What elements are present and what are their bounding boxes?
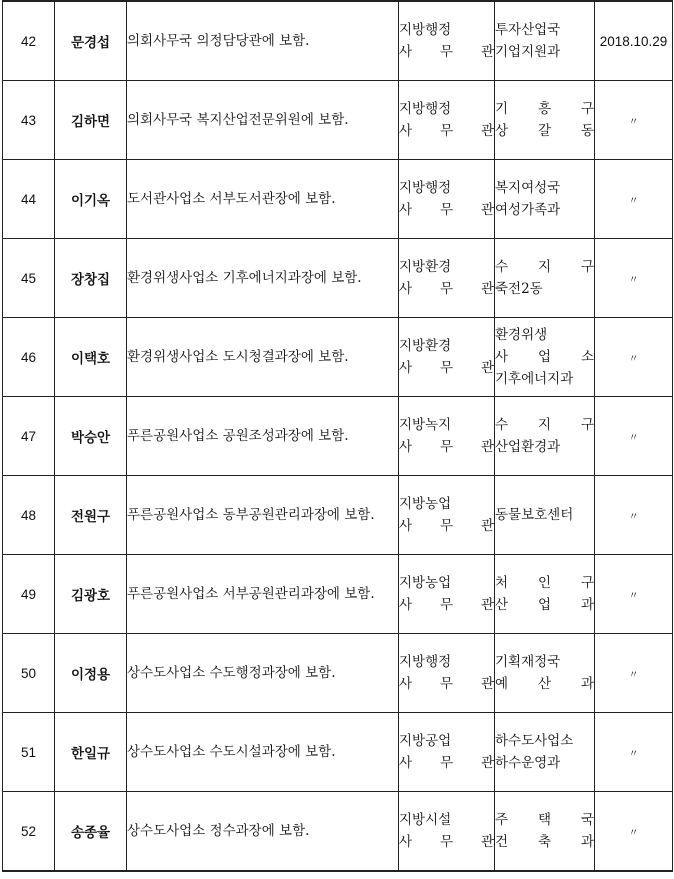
person-name: 김하면 (55, 81, 127, 160)
grade-line: 사 무 관 (399, 123, 494, 139)
previous-department-cell (495, 318, 595, 397)
person-name: 한일규 (55, 713, 127, 792)
person-name: 송종율 (55, 792, 127, 872)
previous-department-cell (495, 476, 595, 555)
grade-cell (399, 239, 495, 318)
assignment-description: 상수도사업소 정수과장에 보함. (127, 792, 399, 872)
previous-department-cell (495, 1, 595, 81)
previous-department-cell (495, 160, 595, 239)
grade-cell (399, 792, 495, 872)
grade-cell (399, 160, 495, 239)
department-line: 기획재정국 (495, 654, 561, 670)
assignment-description: 의회사무국 의정담당관에 보함. (127, 1, 399, 81)
effective-date: 〃 (595, 397, 673, 476)
department-line: 수 지 구 (495, 259, 594, 275)
previous-department-cell (495, 555, 595, 634)
assignment-description: 푸른공원사업소 동부공원관리과장에 보함. (127, 476, 399, 555)
department-line: 투자산업국 (495, 22, 561, 38)
table-row (3, 318, 673, 397)
row-number: 44 (3, 160, 55, 239)
assignment-description: 도서관사업소 서부도서관장에 보함. (127, 160, 399, 239)
effective-date: 〃 (595, 792, 673, 872)
table-row (3, 239, 673, 318)
department-line: 상 갈 동 (495, 123, 594, 139)
grade-line: 지방농업 (399, 575, 452, 591)
grade-cell (399, 713, 495, 792)
grade-line: 지방농업 (399, 496, 452, 512)
table-row (3, 792, 673, 872)
grade-line: 지방시설 (399, 812, 452, 828)
row-number: 49 (3, 555, 55, 634)
grade-cell (399, 318, 495, 397)
person-name: 박승안 (55, 397, 127, 476)
previous-department-cell (495, 634, 595, 713)
previous-department-cell (495, 792, 595, 872)
grade-line: 지방행정 (399, 180, 452, 196)
row-number: 50 (3, 634, 55, 713)
department-line: 처 인 구 (495, 575, 594, 591)
row-number: 52 (3, 792, 55, 872)
grade-line: 사 무 관 (399, 202, 494, 218)
grade-line: 사 무 관 (399, 834, 494, 850)
effective-date: 〃 (595, 160, 673, 239)
previous-department-cell (495, 239, 595, 318)
grade-line: 사 무 관 (399, 439, 494, 455)
assignment-description: 상수도사업소 수도시설과장에 보함. (127, 713, 399, 792)
previous-department-cell (495, 713, 595, 792)
row-number: 46 (3, 318, 55, 397)
grade-line: 지방녹지 (399, 417, 452, 433)
department-line: 건 축 과 (495, 834, 594, 850)
effective-date: 〃 (595, 318, 673, 397)
person-name: 이기옥 (55, 160, 127, 239)
grade-cell (399, 397, 495, 476)
assignment-description: 의회사무국 복지산업전문위원에 보함. (127, 81, 399, 160)
effective-date: 〃 (595, 476, 673, 555)
grade-line: 사 무 관 (399, 676, 494, 692)
grade-line: 지방환경 (399, 338, 452, 354)
person-name: 전원구 (55, 476, 127, 555)
grade-line: 지방행정 (399, 22, 452, 38)
table-row (3, 1, 673, 81)
appointment-table (2, 0, 673, 872)
person-name: 이택호 (55, 318, 127, 397)
table-row (3, 397, 673, 476)
row-number: 47 (3, 397, 55, 476)
previous-department-cell (495, 397, 595, 476)
row-number: 43 (3, 81, 55, 160)
grade-cell (399, 634, 495, 713)
grade-line: 사 무 관 (399, 518, 494, 534)
appointment-table-body (3, 1, 673, 871)
department-line: 산업환경과 (495, 439, 561, 455)
grade-cell (399, 81, 495, 160)
table-row (3, 476, 673, 555)
effective-date: 〃 (595, 713, 673, 792)
row-number: 51 (3, 713, 55, 792)
assignment-description: 푸른공원사업소 서부공원관리과장에 보함. (127, 555, 399, 634)
grade-line: 사 무 관 (399, 44, 494, 60)
row-number: 48 (3, 476, 55, 555)
previous-department-cell (495, 81, 595, 160)
department-line: 주 택 국 (495, 812, 594, 828)
person-name: 김광호 (55, 555, 127, 634)
table-row (3, 713, 673, 792)
department-line: 죽전2동 (495, 281, 543, 297)
department-line: 환경위생 (495, 327, 548, 343)
department-line: 사 업 소 (495, 349, 594, 365)
effective-date: 〃 (595, 239, 673, 318)
department-line: 수 지 구 (495, 417, 594, 433)
department-line: 하수운영과 (495, 755, 561, 771)
grade-line: 지방환경 (399, 259, 452, 275)
person-name: 장창집 (55, 239, 127, 318)
department-line: 예 산 과 (495, 676, 594, 692)
assignment-description: 환경위생사업소 기후에너지과장에 보함. (127, 239, 399, 318)
effective-date: 2018.10.29 (595, 1, 673, 81)
grade-line: 사 무 관 (399, 755, 494, 771)
effective-date: 〃 (595, 555, 673, 634)
department-line: 동물보호센터 (495, 507, 574, 523)
row-number: 45 (3, 239, 55, 318)
department-line: 여성가족과 (495, 202, 561, 218)
grade-line: 지방행정 (399, 101, 452, 117)
person-name: 문경섭 (55, 1, 127, 81)
grade-line: 지방공업 (399, 733, 452, 749)
grade-cell (399, 476, 495, 555)
table-row (3, 634, 673, 713)
table-row (3, 81, 673, 160)
effective-date: 〃 (595, 81, 673, 160)
effective-date: 〃 (595, 634, 673, 713)
department-line: 복지여성국 (495, 180, 561, 196)
department-line: 기업지원과 (495, 44, 561, 60)
grade-line: 사 무 관 (399, 281, 494, 297)
department-line: 하수도사업소 (495, 733, 574, 749)
department-line: 기 흥 구 (495, 101, 594, 117)
grade-cell (399, 555, 495, 634)
department-line: 산 업 과 (495, 597, 594, 613)
row-number: 42 (3, 1, 55, 81)
grade-line: 지방행정 (399, 654, 452, 670)
person-name: 이정용 (55, 634, 127, 713)
grade-cell (399, 1, 495, 81)
department-line: 기후에너지과 (495, 371, 574, 387)
grade-line: 사 무 관 (399, 360, 494, 376)
assignment-description: 상수도사업소 수도행정과장에 보함. (127, 634, 399, 713)
assignment-description: 환경위생사업소 도시청결과장에 보함. (127, 318, 399, 397)
grade-line: 사 무 관 (399, 597, 494, 613)
table-row (3, 160, 673, 239)
assignment-description: 푸른공원사업소 공원조성과장에 보함. (127, 397, 399, 476)
table-row (3, 555, 673, 634)
